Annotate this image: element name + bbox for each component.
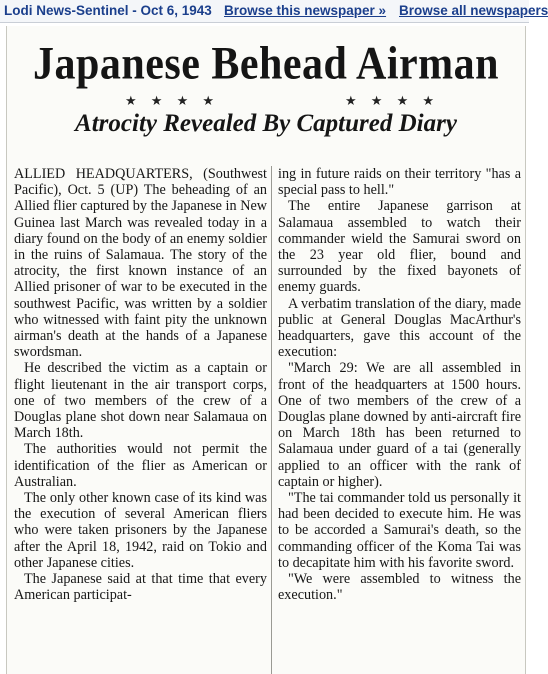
column-paragraph: "The tai commander told us personally it had been decided to execute him. He was to be accorded a Samurai's death, so the commanding officer of the Koma Tai was to decapitate him with his favorite sword. xyxy=(278,490,521,571)
browse-all-newspapers-link[interactable]: Browse all newspapers xyxy=(399,3,548,18)
column-paragraph: ing in future raids on their territory "has a special pass to hell." xyxy=(278,166,521,199)
newspaper-title: Lodi News-Sentinel - Oct 6, 1943 xyxy=(4,3,212,18)
browse-this-newspaper-link[interactable]: Browse this newspaper » xyxy=(224,3,387,18)
column-divider xyxy=(271,166,272,674)
column-paragraph: The authorities would not permit the identification of the flier as American or Australian. xyxy=(14,441,267,490)
column-paragraph: The entire Japanese garrison at Salamaua assembled to watch their commander wield the Samurai sword on the 23 year old flier, bound and surrounded by the fixed bayonets of enemy guards. xyxy=(278,198,521,296)
stars-ornament-right: ★ ★ ★ ★ xyxy=(345,94,440,109)
article-subheadline: Atrocity Revealed By Captured Diary xyxy=(75,110,457,137)
newspaper-clipping xyxy=(6,26,526,674)
column-paragraph: ALLIED HEADQUARTERS, (Southwest Pacific), Oct. 5 (UP) The beheading of an Allied flier captured by the Japanese in New Guinea last March was revealed today in a diary found on the body of an enemy soldier in the ruins of Salamaua. The story of the atrocity, the first known instance of an Allied prisoner of war to be executed in the southwest Pacific, was written by a soldier who witnessed with faint pity the unknown airman's death at the hands of a Japanese swordsman. xyxy=(14,166,267,361)
stars-ornament-left: ★ ★ ★ ★ xyxy=(125,94,220,109)
article-column-right xyxy=(278,166,521,603)
article-headline: Japanese Behead Airman xyxy=(32,38,500,90)
column-paragraph: The Japanese said at that time that every American participat- xyxy=(14,571,267,604)
column-paragraph: "We were assembled to witness the execution." xyxy=(278,571,521,604)
column-paragraph: "March 29: We are all assembled in front of the headquarters at 1500 hours. One of two members of the crew of a Douglas plane downed by anti-aircraft fire on March 18th has been returned to Salamaua under guard of a tai (generally applied to an officer with the rank of captain or higher). xyxy=(278,360,521,490)
column-paragraph: A verbatim translation of the diary, made public at General Douglas MacArthur's headquarters, gave this account of the execution: xyxy=(278,295,521,361)
viewer-header-bar xyxy=(0,0,548,23)
column-paragraph: He described the victim as a captain or flight lieutenant in the air transport corps, one of two members of the crew of a Douglas plane shot down near Salamaua on March 18th. xyxy=(14,360,267,442)
article-column-left xyxy=(14,166,267,603)
column-paragraph: The only other known case of its kind was the execution of several American fliers who were taken prisoners by the Japanese after the April 18, 1942, raid on Tokio and other Japanese cities. xyxy=(14,490,267,571)
